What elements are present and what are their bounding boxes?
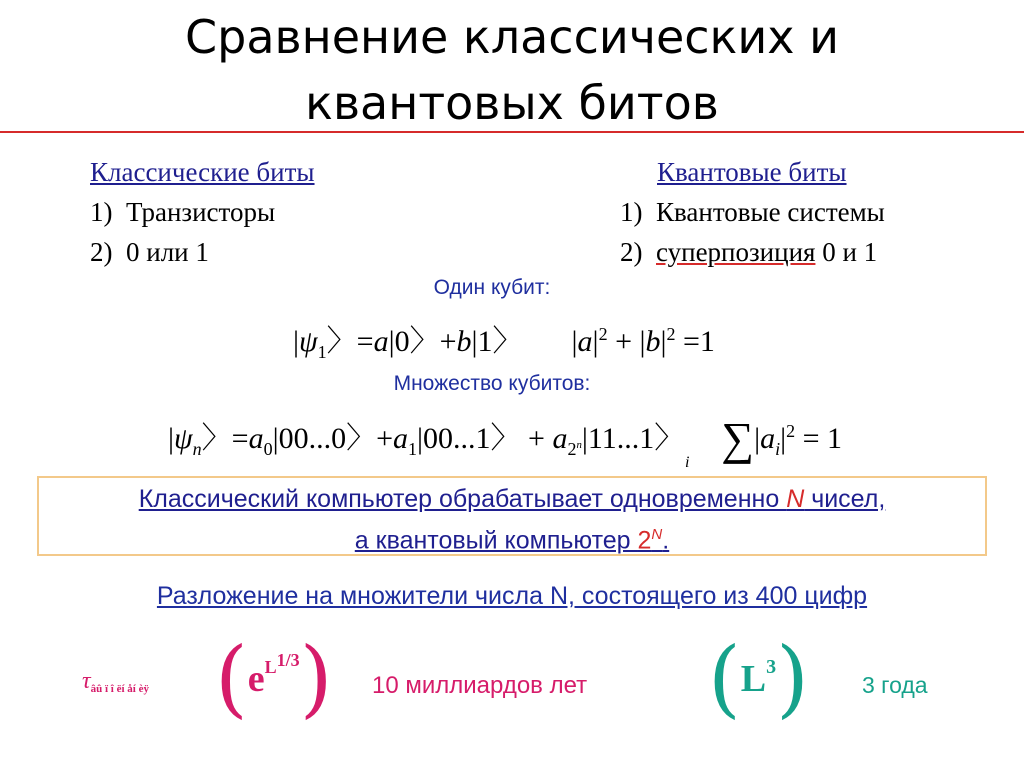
box-line-2: а квантовый компьютер $2^N$. [354,526,670,555]
quantum-complexity: $(L^3)$ [708,629,809,727]
one-qubit-formula: $|\psi_1$〉=a|0〉+b|1〉 $|a|^2 + |b|^2 =1$ [293,324,715,362]
item-text: 0 или 1 [126,237,209,267]
tau-label: $\tau_{âû ï î ëí åí èÿ}$ [82,668,149,695]
item-number: 1) [90,197,113,227]
classical-heading: Классические биты [90,157,315,187]
superposition-term: суперпозиция [656,237,816,267]
list-item [620,192,885,232]
classical-time: 10 миллиардов лет [372,672,588,699]
item-text: Квантовые системы [656,197,885,227]
title-divider [0,131,1024,133]
item-number: 2) [620,237,643,267]
item-text: Транзисторы [126,197,276,227]
many-qubits-caption: Множество кубитов: [393,372,591,395]
title-line-1: Сравнение классических и [185,10,839,64]
list-item [90,192,315,232]
list-item [620,232,885,272]
quantum-heading: Квантовые биты [657,157,847,187]
classical-complexity: $(e^{L^{1/3}})$ [215,629,333,727]
many-qubits-formula: $|\psi_n$〉$=a_0|00...0$〉$+a_1|00...1$〉 + $a_{2^n}|11...1$〉 $\sum|a_i|^2 = 1$ i [168,413,843,471]
box-line-1: Классический компьютер обрабатывает одновременно N чисел, [138,485,886,513]
n-symbol: N [786,485,805,513]
quantum-time: 3 года [862,672,928,698]
one-qubit-caption: Один кубит: [433,276,551,299]
item-text: 0 и 1 [815,237,878,267]
factorization-heading: Разложение на множители числа N, состоящего из 400 цифр [156,582,868,610]
item-number: 2) [90,237,113,267]
title-line-2: квантовых битов [305,76,719,130]
list-item [90,232,315,272]
item-number: 1) [620,197,643,227]
comparison-box [37,476,987,556]
quantum-bits-column [620,152,885,272]
classical-bits-column [90,152,315,272]
page-title [0,4,1024,136]
